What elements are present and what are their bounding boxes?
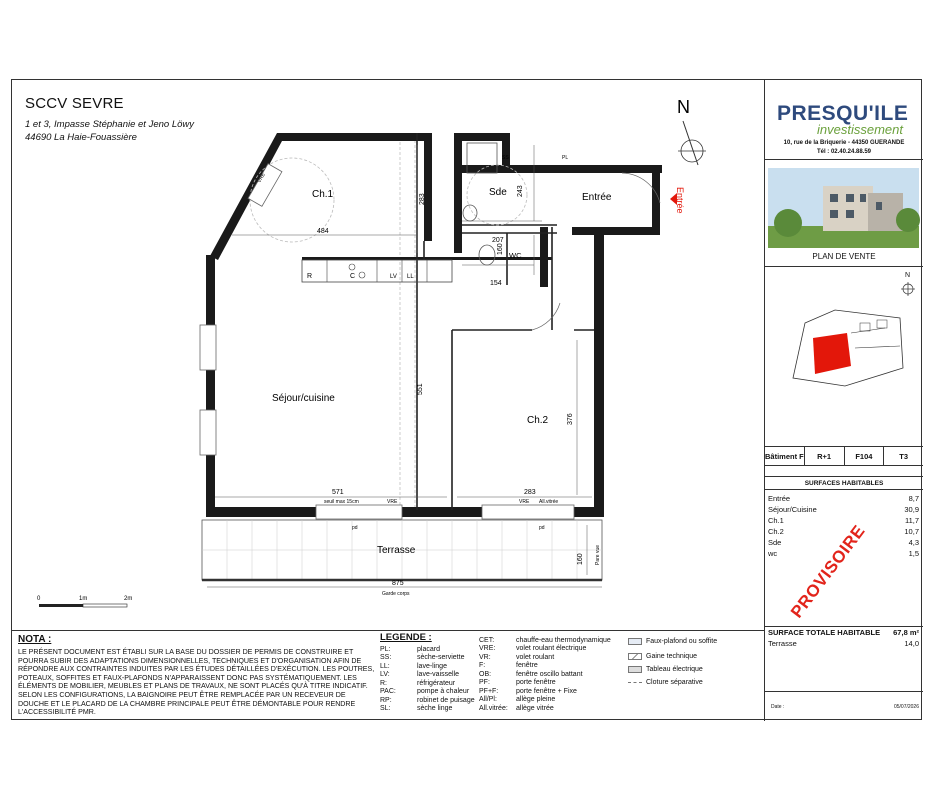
provisoire-stamp: PROVISOIRE [787, 521, 869, 622]
room-sde: Sde [489, 187, 507, 198]
reference-row [765, 446, 923, 466]
date-row: Date : 05/07/2026 [771, 704, 919, 710]
brand-tagline: investissement [817, 122, 903, 137]
brand-name: PRESQU'ILE [777, 102, 909, 125]
legend-item: All.vitrée: allège vitrée [479, 704, 554, 712]
legend-item: VR: volet roulant [479, 653, 555, 661]
address-line-2: 44690 La Haie-Fouassière [25, 132, 137, 143]
surface-row: Entrée 8,7 [768, 494, 919, 503]
faux-plafond-icon [628, 638, 642, 645]
ref-lot: F104 [845, 447, 885, 465]
mini-compass-label: N [905, 272, 911, 279]
nota-text: LE PRÉSENT DOCUMENT EST ÉTABLI SUR LA BASE DU DOSSIER DE PERMIS DE CONSTRUIRE ET POURRA SUBIR DES ADAPTATIONS DIMENSIONNELLES, TECHNIQUES ET D'ORGANISATION AFIN DE RÉPONDRE AUX CONTRAINTES INDUITES PAR LES ÉTUDES DÉTAILLÉES D'EXÉCUTION. LES POUTRES, POTEAUX, SOFFITES ET FAUX-PLAFONDS N'APPARAISSENT DONC PAS SYSTÉMATIQUEMENT. LES ÉLÉMENTS DE MOBILIER, MEUBLES ET PLANS DE TRAVAUX, NE SONT PLACÉS QU'À TITRE INDICATIF. SELON LES CONFIGURATIONS, LA BAIGNOIRE PEUT ÊTRE REMPLACÉE PAR UN RECEVEUR DE DOUCHE ET LE PLACARD DE LA CHAMBRE PRINCIPALE PEUT ÊTRE DÉMONTABLE POUR RENDRE L'ACCESSIBILITÉ PMR. [18, 648, 375, 717]
dim-terrasse-depth: 160 [577, 553, 584, 565]
legend-symbol: Tableau électrique [628, 665, 763, 674]
legend-item: All/Pl: allège pleine [479, 696, 556, 704]
brand-address: 10, rue de la Briquerie - 44350 GUERANDE [783, 140, 905, 146]
tableau-electrique-icon [628, 666, 642, 673]
legend-symbols [628, 637, 763, 687]
kitchen-r: R [307, 273, 313, 280]
dim-ch1-height: 283 [419, 193, 426, 205]
kitchen-lv: LV [390, 274, 397, 280]
dim-ch1-width: 484 [317, 228, 329, 235]
plan-sheet [11, 79, 922, 720]
allvitree-label: All.vitrée [539, 499, 559, 505]
garde-corps-label: Garde corps [382, 591, 410, 597]
legend-item: CET: chauffe-eau thermodynamique [479, 637, 611, 644]
dim-sde-width: 207 [492, 237, 504, 244]
surface-row: Sde 4,3 [768, 538, 919, 547]
brand-phone: Tél : 02.40.24.88.59 [816, 149, 872, 155]
legend-item: LV: lave-vaisselle [380, 671, 460, 679]
gaine-icon [628, 653, 642, 660]
dim-terrasse-width: 875 [392, 580, 404, 587]
legend-item: RP: robinet de puisage [380, 696, 475, 704]
dim-ch2-height: 376 [567, 413, 574, 425]
room-ch2: Ch.2 [527, 415, 549, 426]
legend-col-1 [380, 646, 490, 714]
legend-item: PL: placard [380, 646, 440, 653]
legend-symbol: Gaine technique [628, 652, 763, 661]
surface-row: Séjour/Cuisine 30,9 [768, 505, 919, 514]
mini-compass-icon [901, 282, 915, 296]
pd-1: pd [352, 525, 358, 531]
brand-box [765, 80, 923, 160]
legend-item: LL: lave-linge [380, 662, 447, 670]
nota-title: NOTA : [18, 634, 52, 645]
legend-item: PF+F: porte fenêtre + Fixe [479, 687, 577, 695]
room-entree: Entrée [582, 192, 612, 203]
legend-item: R: réfrigérateur [380, 679, 456, 687]
room-terrasse: Terrasse [377, 545, 416, 556]
plan-vente-title: PLAN DE VENTE [812, 252, 876, 261]
project-title: SCCV SEVRE [25, 95, 124, 112]
kitchen-c: C [350, 273, 356, 280]
ref-floor: R+1 [805, 447, 845, 465]
legend-item: OB: fenêtre oscillo battant [479, 670, 583, 678]
address-line-1: 1 et 3, Impasse Stéphanie et Jeno Löwy [25, 119, 194, 130]
total-surface-row: SURFACE TOTALE HABITABLE 67,8 m² [768, 628, 919, 637]
dim-sejour-width: 571 [332, 489, 344, 496]
ref-building: Bâtiment F [765, 447, 805, 465]
location-plan [785, 308, 915, 388]
scale-2m: 2m [124, 596, 133, 602]
cloture-icon [628, 682, 642, 683]
legend-item: SS: sèche-serviette [380, 654, 465, 662]
entry-arrow-label: Entrée [675, 187, 685, 214]
pd-2: pd [539, 525, 545, 531]
surface-row: wc 1,5 [768, 549, 919, 558]
legend-symbol: Faux-plafond ou soffite [628, 637, 763, 646]
room-sejour: Séjour/cuisine [272, 393, 335, 404]
ref-type: T3 [899, 451, 908, 461]
scale-bar [37, 590, 147, 615]
legend-item: VRE: volet roulant électrique [479, 645, 587, 653]
dim-sde-height: 243 [517, 185, 524, 197]
vre-ch2: VRE [519, 499, 530, 505]
right-panel [764, 80, 923, 721]
dim-ch2-width: 283 [524, 489, 536, 496]
legend-symbol: Cloture séparative [628, 678, 763, 687]
surface-row: Ch.2 10,7 [768, 527, 919, 536]
legend-item: PF: porte fenêtre [479, 679, 556, 687]
terrace-row: Terrasse 14,0 [768, 639, 919, 648]
surface-row: Ch.1 11,7 [768, 516, 919, 525]
building-photo [768, 168, 919, 248]
legend-item: SL: sèche linge [380, 705, 453, 713]
dim-wc-height: 160 [497, 243, 504, 255]
legend-col-2 [479, 637, 629, 713]
legend-item: F: fenêtre [479, 662, 538, 670]
legend-item: PAC: pompe à chaleur [380, 688, 470, 696]
legend-title: LEGENDE : [380, 632, 432, 643]
seuil-label: seuil max 15cm [324, 499, 359, 505]
vre-sejour: VRE [387, 499, 398, 505]
room-ch1: Ch.1 [312, 189, 334, 200]
dim-sejour-height: 551 [417, 383, 424, 395]
vre-ch1: VRE [256, 172, 267, 184]
ss-label: SS [502, 155, 509, 161]
floor-plan [162, 125, 685, 605]
notes-separator [12, 630, 764, 631]
scale-0: 0 [37, 596, 41, 602]
dim-wc-width: 154 [490, 280, 502, 287]
compass-n-label: N [677, 97, 690, 117]
room-wc: WC [509, 251, 522, 260]
walls [206, 133, 662, 517]
kitchen-ll: LL [407, 274, 414, 280]
pl-label: PL [562, 155, 569, 161]
surfaces-title: SURFACES HABITABLES [765, 480, 923, 490]
pare-vue-label: Pare vue [595, 544, 601, 565]
scale-1m: 1m [79, 596, 88, 602]
